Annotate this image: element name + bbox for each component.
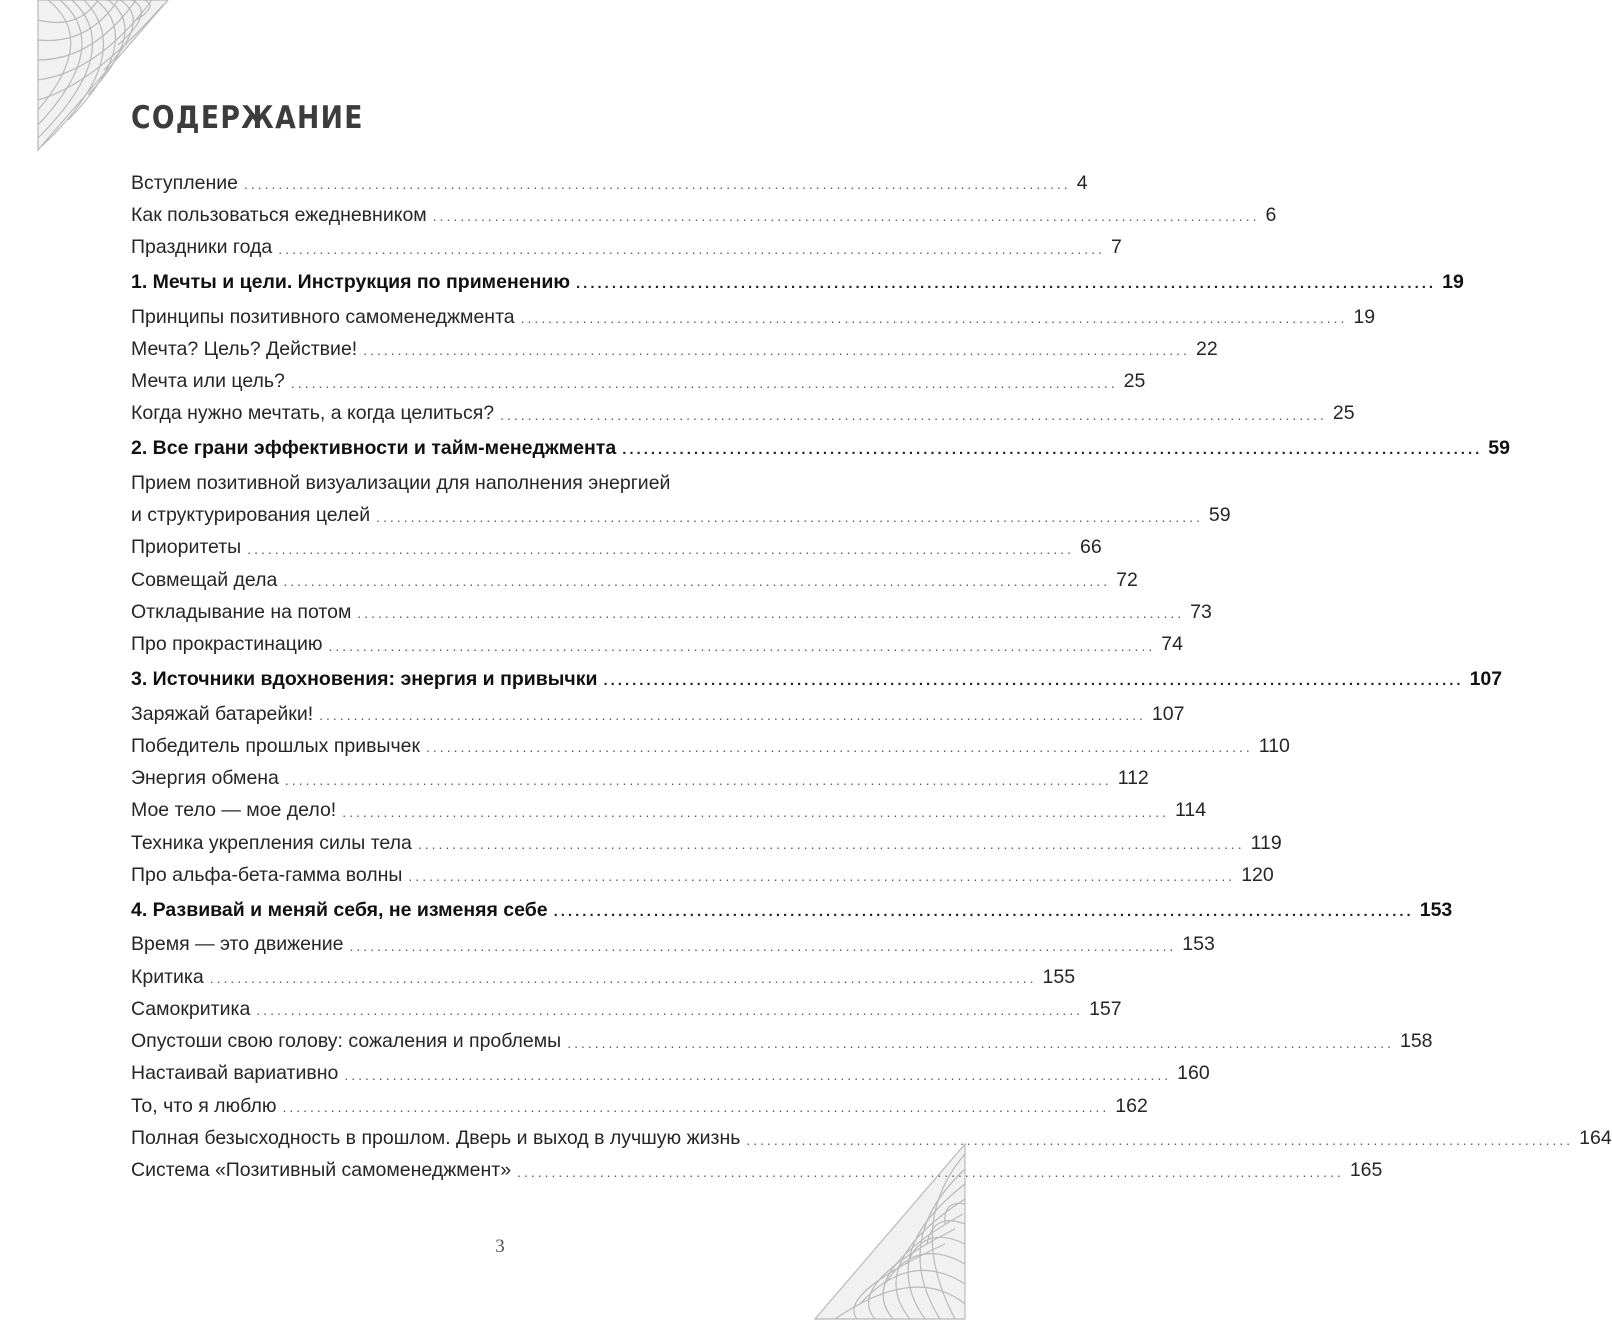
toc-entry-title-line2: и структурирования целей <box>131 504 371 527</box>
toc-entry[interactable] <box>131 333 1218 365</box>
toc-entry[interactable] <box>131 961 1076 993</box>
toc-entry-title: Техника укрепления силы тела <box>131 831 412 854</box>
dot-leader: ........................................................................................................................ <box>603 671 1464 689</box>
toc-section-page: 19 <box>1442 270 1464 293</box>
dot-leader: ........................................................................................................................ <box>344 1066 1172 1083</box>
toc-entry-title: Настаивай вариативно <box>131 1062 339 1085</box>
toc-entry[interactable] <box>131 730 1290 762</box>
toc-entry-title: Энергия обмена <box>131 767 279 790</box>
table-of-contents <box>131 167 1612 1187</box>
toc-entry-page: 162 <box>1115 1094 1148 1117</box>
toc-entry[interactable] <box>131 167 1088 199</box>
dot-leader: ........................................................................................................................ <box>746 1131 1574 1148</box>
toc-entry-title: Заряжай батарейки! <box>131 702 314 725</box>
toc-section-title: 2. Все грани эффективности и тайм-менеджмента <box>131 437 617 460</box>
dot-leader: ........................................................................................................................ <box>432 208 1260 225</box>
toc-entry-title: Праздники года <box>131 236 273 259</box>
toc-entry[interactable] <box>131 795 1207 827</box>
dot-leader: ........................................................................................................................ <box>520 310 1348 327</box>
toc-entry-title: То, что я люблю <box>131 1094 277 1117</box>
page-title: СОДЕРЖАНИЕ <box>131 100 364 136</box>
toc-entry-title: Самокритика <box>131 997 251 1020</box>
toc-entry[interactable] <box>131 929 1215 961</box>
dot-leader: ........................................................................................................................ <box>290 374 1118 391</box>
dot-leader: ........................................................................................................................ <box>283 573 1111 590</box>
toc-entry-title: Время — это движение <box>131 933 344 956</box>
toc-entry-title: Откладывание на потом <box>131 600 352 623</box>
toc-section-title: 1. Мечты и цели. Инструкция по применению <box>131 270 570 293</box>
toc-entry-page: 59 <box>1208 504 1231 527</box>
toc-entry-page: 164 <box>1579 1127 1612 1150</box>
toc-entry-title: Приоритеты <box>131 536 242 559</box>
toc-entry-page: 72 <box>1116 568 1138 591</box>
toc-entry-title: Мечта? Цель? Действие! <box>131 337 358 360</box>
toc-entry-title: Вступление <box>131 171 238 194</box>
dot-leader: ........................................................................................................................ <box>426 739 1253 756</box>
toc-entry-page: 74 <box>1161 633 1183 656</box>
toc-entry[interactable] <box>131 564 1138 596</box>
toc-entry-page: 155 <box>1042 965 1076 988</box>
toc-entry-page: 6 <box>1265 203 1277 226</box>
toc-entry[interactable] <box>131 596 1212 628</box>
toc-entry[interactable] <box>131 762 1149 794</box>
toc-entry[interactable] <box>131 629 1183 661</box>
toc-entry-page: 25 <box>1123 370 1146 393</box>
toc-entry-page: 107 <box>1151 702 1185 725</box>
toc-entry-page: 25 <box>1332 402 1355 425</box>
toc-entry-title: Как пользоваться ежедневником <box>131 203 427 226</box>
toc-entry-page: 19 <box>1353 305 1376 328</box>
toc-entry-title: Про альфа-бета-гамма волны <box>131 863 403 886</box>
toc-entry-page: 153 <box>1182 933 1215 956</box>
dot-leader: ........................................................................................................................ <box>408 868 1236 885</box>
toc-entry-title: Мое тело — мое дело! <box>131 799 337 822</box>
toc-entry-page: 119 <box>1250 831 1282 854</box>
toc-entry[interactable] <box>131 398 1355 430</box>
dot-leader: ........................................................................................................................ <box>576 274 1437 292</box>
dot-leader: ........................................................................................................................ <box>284 771 1112 788</box>
toc-entry-page: 120 <box>1241 863 1274 886</box>
toc-entry[interactable] <box>131 993 1122 1025</box>
dot-leader: ........................................................................................................................ <box>500 406 1327 423</box>
toc-entry-title-line1: Прием позитивной визуализации для наполнения энергией <box>131 471 671 494</box>
toc-entry-title: Победитель прошлых привычек <box>131 734 421 757</box>
dot-leader: ........................................................................................................................ <box>349 937 1177 954</box>
toc-entry-page: 114 <box>1174 799 1207 822</box>
toc-entry-page: 4 <box>1076 171 1088 194</box>
toc-entry-page: 73 <box>1190 600 1212 623</box>
dot-leader: ........................................................................................................................ <box>553 902 1414 920</box>
toc-entry[interactable] <box>131 1058 1210 1090</box>
toc-entry-page: 158 <box>1399 1030 1433 1053</box>
dot-leader: ........................................................................................................................ <box>209 970 1037 987</box>
toc-section-heading[interactable] <box>131 661 1503 698</box>
dot-leader: ........................................................................................................................ <box>622 441 1483 459</box>
toc-entry-page: 160 <box>1177 1062 1210 1085</box>
dot-leader: ........................................................................................................................ <box>278 240 1105 257</box>
dot-leader: ........................................................................................................................ <box>357 605 1185 622</box>
dot-leader: ........................................................................................................................ <box>363 342 1190 359</box>
toc-entry-page: 66 <box>1079 536 1102 559</box>
dot-leader: ........................................................................................................................ <box>328 637 1156 654</box>
toc-entry-page: 110 <box>1258 734 1290 757</box>
page-number: 3 <box>495 1236 505 1257</box>
toc-entry-page: 112 <box>1117 767 1149 790</box>
toc-entry[interactable] <box>131 827 1282 859</box>
toc-entry[interactable] <box>131 1090 1148 1122</box>
toc-entry-title: Принципы позитивного самоменеджмента <box>131 305 515 328</box>
dot-leader: ........................................................................................................................ <box>417 836 1245 853</box>
toc-section-heading[interactable] <box>131 430 1510 467</box>
toc-entry-page: 165 <box>1349 1159 1383 1182</box>
toc-entry-title: Система «Позитивный самоменеджмент» <box>131 1159 512 1182</box>
dot-leader: ........................................................................................................................ <box>342 803 1169 820</box>
toc-entry-title: Критика <box>131 965 204 988</box>
toc-entry-title: Совмещай дела <box>131 568 278 591</box>
toc-entry-page: 22 <box>1195 337 1218 360</box>
toc-section-heading[interactable] <box>131 892 1453 929</box>
dot-leader: ........................................................................................................................ <box>247 540 1074 557</box>
toc-entry[interactable] <box>131 698 1185 730</box>
toc-entry[interactable] <box>131 199 1277 231</box>
toc-entry-title: Мечта или цель? <box>131 370 285 393</box>
dot-leader: ........................................................................................................................ <box>319 707 1146 723</box>
toc-entry[interactable] <box>131 532 1102 564</box>
toc-entry-multiline[interactable] <box>131 467 1231 532</box>
toc-section-page: 153 <box>1419 898 1453 921</box>
toc-entry[interactable] <box>131 301 1376 333</box>
dot-leader: ........................................................................................................................ <box>517 1163 1344 1180</box>
dot-leader: ........................................................................................................................ <box>282 1099 1110 1116</box>
dot-leader: ........................................................................................................................ <box>567 1034 1394 1051</box>
toc-entry-title: Про прокрастинацию <box>131 633 323 656</box>
toc-section-page: 59 <box>1488 437 1510 460</box>
toc-entry-page: 7 <box>1110 236 1122 259</box>
toc-entry-title: Опустоши свою голову: сожаления и проблемы <box>131 1030 562 1053</box>
dot-leader: ........................................................................................................................ <box>256 1002 1084 1019</box>
toc-entry[interactable] <box>131 1026 1433 1058</box>
toc-entry[interactable] <box>131 859 1274 891</box>
toc-section-heading[interactable] <box>131 264 1464 301</box>
toc-section-title: 4. Развивай и меняй себя, не изменяя себе <box>131 898 548 921</box>
toc-section-page: 107 <box>1469 667 1503 690</box>
toc-entry-page: 157 <box>1089 997 1122 1020</box>
dot-leader: ........................................................................................................................ <box>243 176 1071 193</box>
toc-section-title: 3. Источники вдохновения: энергия и привычки <box>131 667 598 690</box>
toc-entry[interactable] <box>131 1122 1612 1154</box>
toc-entry[interactable] <box>131 1155 1383 1187</box>
toc-entry[interactable] <box>131 232 1122 264</box>
toc-entry[interactable] <box>131 365 1146 397</box>
dot-leader: ........................................................................................................................ <box>376 508 1203 525</box>
toc-entry-title: Когда нужно мечтать, а когда целиться? <box>131 402 495 425</box>
toc-entry-title: Полная безысходность в прошлом. Дверь и выход в лучшую жизнь <box>131 1127 741 1150</box>
